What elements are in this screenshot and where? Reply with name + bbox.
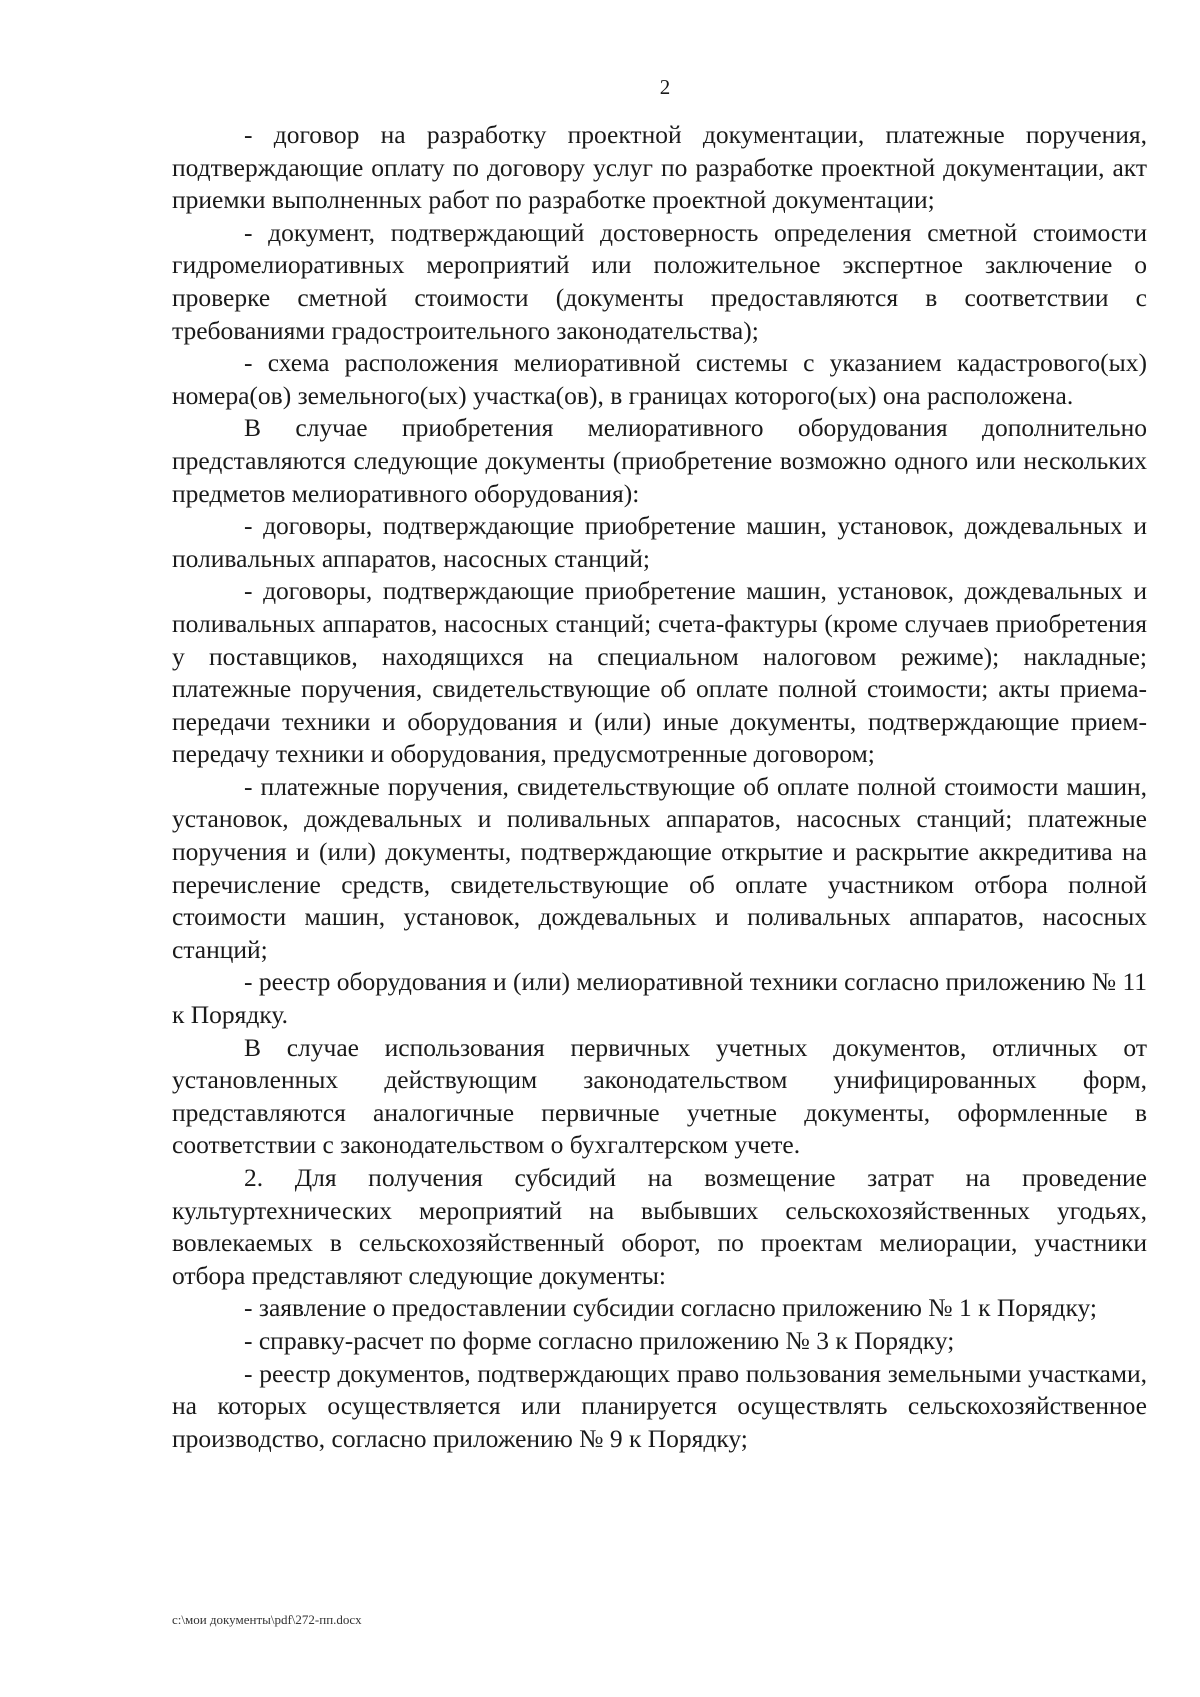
paragraph: - договоры, подтверждающие приобретение машин, установок, дождевальных и поливальных аппаратов, насосных станций; [172, 511, 1147, 573]
paragraph: - заявление о предоставлении субсидии согласно приложению № 1 к Порядку; [244, 1293, 1098, 1323]
paragraph: - реестр оборудования и (или) мелиоративной техники согласно приложению № 11 к Порядку. [172, 967, 1147, 1030]
paragraph: - реестр документов, подтверждающих право пользования земельными участками, на которых осуществляется или планируется осуществлять сельскохозяйственное производство, согласно приложению № 9 к Порядку; [172, 1358, 1147, 1453]
paragraph: - договор на разработку проектной документации, платежные поручения, подтверждающие оплату по договору услуг по разработке проектной документации, акт приемки выполненных работ по разработке проектной документации; [172, 120, 1147, 215]
body-text [172, 119, 1147, 1455]
paragraph: 2. Для получения субсидий на возмещение затрат на проведение культуртехнических мероприятий на выбывших сельскохозяйственных угодьях, вовлекаемых в сельскохозяйственный оборот, по проектам мелиорации, участники отбора представляют следующие документы: [172, 1163, 1147, 1290]
paragraph: В случае использования первичных учетных документов, отличных от установленных действующим законодательством унифицированных форм, представляются аналогичные первичные учетные документы, оформленные в соответствии с законодательством о бухгалтерском учете. [172, 1032, 1147, 1160]
paragraph: - платежные поручения, свидетельствующие об оплате полной стоимости машин, установок, дождевальных и поливальных аппаратов, насосных станций; платежные поручения и (или) документы, подтверждающие открытие и раскрытие аккредитива на перечисление средств, свидетельствующие об оплате участником отбора полной стоимости машин, установок, дождевальных и поливальных аппаратов, насосных станций; [172, 771, 1147, 964]
paragraph: - справку-расчет по форме согласно приложению № 3 к Порядку; [244, 1325, 955, 1355]
paragraph: - документ, подтверждающий достоверность определения сметной стоимости гидромелиоративных мероприятий или положительное экспертное заключение о проверке сметной стоимости (документы предоставляются в соответствии с требованиями градостроительного законодательства); [172, 217, 1147, 345]
paragraph: В случае приобретения мелиоративного оборудования дополнительно представляются следующие документы (приобретение возможно одного или нескольких предметов мелиоративного оборудования): [172, 413, 1147, 508]
paragraph: - договоры, подтверждающие приобретение машин, установок, дождевальных и поливальных аппаратов, насосных станций; счета-фактуры (кроме случаев приобретения у поставщиков, находящихся на специальном налоговом режиме); накладные; платежные поручения, свидетельствующие об оплате полной стоимости; акты приема-передачи техники и оборудования и (или) иные документы, подтверждающие прием-передачу техники и оборудования, предусмотренные договором; [172, 576, 1147, 769]
page-number: 2 [659, 75, 671, 99]
paragraph: - схема расположения мелиоративной системы с указанием кадастрового(ых) номера(ов) земельного(ых) участка(ов), в границах которого(ых) она расположена. [172, 348, 1147, 410]
footer-file-path: c:\мои документы\pdf\272-пп.docx [172, 1612, 362, 1627]
